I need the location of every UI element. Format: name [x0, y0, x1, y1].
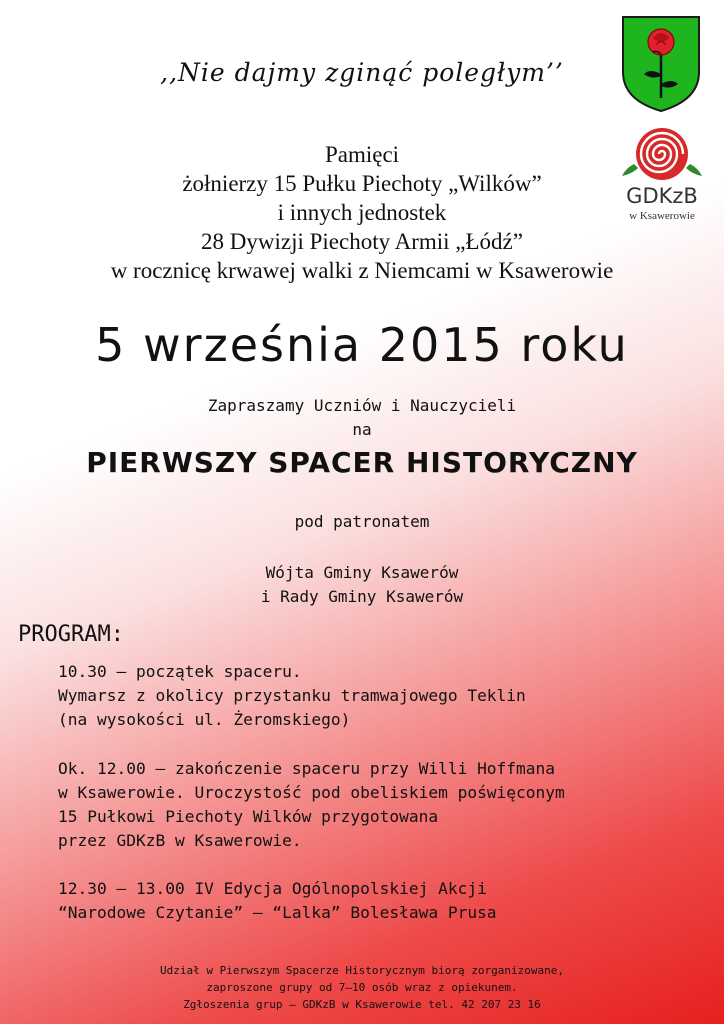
footer-line-1: Udział w Pierwszym Spacerze Historycznym biorą zorganizowane,: [160, 964, 564, 977]
patronage-line-2: Wójta Gminy Ksawerów: [265, 563, 459, 582]
invite-line-2: na: [352, 420, 372, 439]
event-date: 5 września 2015 roku: [95, 318, 629, 372]
program-item-1-line-2: Wymarsz z okolicy przystanku tramwajowego Teklin: [58, 686, 526, 705]
program-item-2-line-4: przez GDKzB w Ksawerowie.: [58, 831, 302, 850]
footer-line-2: zaproszone grupy od 7–10 osób wraz z opiekunem.: [206, 981, 518, 994]
logo-name: GDKzB: [626, 184, 698, 208]
memorial-line-1: Pamięci: [324, 142, 400, 167]
program-item-1-line-3: (na wysokości ul. Żeromskiego): [58, 710, 351, 729]
program-item-2-line-3: 15 Pułkowi Piechoty Wilków przygotowana: [58, 807, 439, 826]
program-heading: PROGRAM:: [18, 622, 124, 647]
program-item-3-line-1: 12.30 – 13.00 IV Edycja Ogólnopolskiej Akcji: [58, 879, 487, 898]
memorial-line-4: 28 Dywizji Piechoty Armii „Łódź”: [201, 229, 523, 254]
invite-line-1: Zapraszamy Uczniów i Nauczycieli: [207, 396, 517, 415]
patronage-line-3: i Rady Gminy Ksawerów: [260, 587, 464, 606]
patronage-line-1: pod patronatem: [294, 512, 430, 531]
program-item-1-line-1: 10.30 – początek spaceru.: [58, 662, 302, 681]
program-item-2-line-1: Ok. 12.00 – zakończenie spaceru przy Willi Hoffmana: [58, 759, 556, 778]
memorial-line-5: w rocznicę krwawej walki z Niemcami w Ksawerowie: [110, 258, 614, 283]
event-headline: PIERWSZY SPACER HISTORYCZNY: [86, 446, 638, 479]
memorial-line-3: i innych jednostek: [277, 200, 447, 225]
motto: ,,Nie dajmy zginąć poległym’’: [160, 58, 564, 87]
logo-subtitle: w Ksawerowie: [629, 210, 695, 222]
program-item-3-line-2: “Narodowe Czytanie” – “Lalka” Bolesława Prusa: [58, 903, 497, 922]
program-item-2-line-2: w Ksawerowie. Uroczystość pod obeliskiem poświęconym: [58, 783, 565, 802]
memorial-line-2: żołnierzy 15 Pułku Piechoty „Wilków”: [182, 171, 542, 196]
footer-line-3: Zgłoszenia grup – GDKzB w Ksawerowie tel. 42 207 23 16: [183, 998, 541, 1011]
footer-note: [0, 962, 724, 1013]
